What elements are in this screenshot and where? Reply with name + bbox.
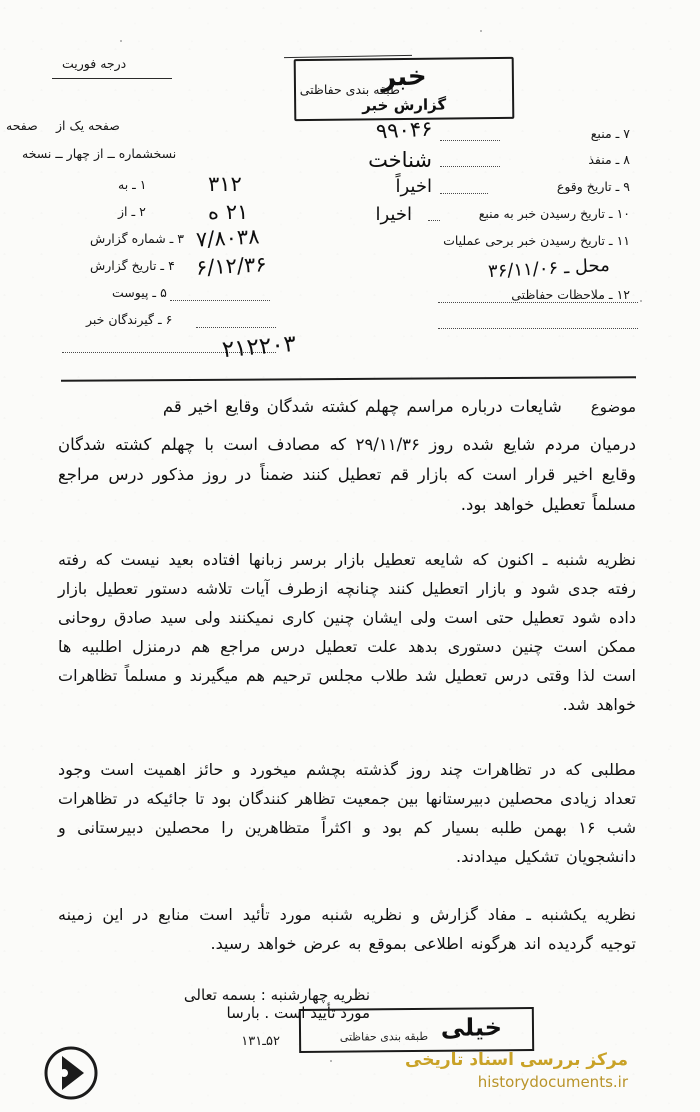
field-12-rule-2 bbox=[438, 328, 638, 329]
archive-logo-icon bbox=[44, 1046, 98, 1100]
subject-label: موضوع bbox=[590, 398, 636, 416]
field-9-label: ۹ ـ تاریخ وقوع bbox=[556, 179, 630, 194]
paragraph-4: نظریه یکشنبه ـ مفاد گزارش و نظریه شنبه مورد تأئید است منابع در این زمینه توجیه گردیده اند هرگونه اطلاعی بموقع به عرض خواهد رسید. bbox=[58, 905, 636, 953]
stamp-subtitle: گزارش خبر bbox=[362, 95, 447, 115]
field-8-label: ۸ ـ منفذ bbox=[588, 152, 630, 167]
signature-text: بسمه تعالی مورد تأیید است . بارسا bbox=[183, 986, 370, 1022]
field-10-label: ۱۰ ـ تاریخ رسیدن خبر به منبع bbox=[478, 206, 630, 221]
scan-speck bbox=[480, 30, 482, 32]
field-7-value: ۹۹۰۴۶ bbox=[375, 116, 433, 144]
field-11-value: محل ـ ۳۶/۱۱/۰۶ bbox=[487, 254, 611, 283]
document-code: ۵۲ـ۱۳۱ bbox=[241, 1034, 280, 1049]
scan-speck bbox=[640, 300, 642, 302]
watermark-title: مرکز بررسی اسناد تاریخی bbox=[405, 1050, 628, 1070]
field-3-value: ۷/۸۰۳۸ bbox=[195, 224, 261, 252]
watermark-text bbox=[405, 1050, 628, 1091]
paragraph-3: مطلبی که در تظاهرات چند روز گذشته بچشم میخورد و حائز اهمیت است وجود تعداد زیادی محصلین دبیرستانها بین جمعیت تظاهر کنندگان بود تا جائیکه در تظاهرات شب ۱۶ بهمن طلبه بسیار کم بود و اکثراً متظاهرین را محصلین دبیرستانی و دانشجویان تشکیل میدادند. bbox=[58, 760, 637, 866]
copy-count-label: نسخشماره ــ از چهار ــ نسخه bbox=[22, 146, 177, 161]
watermark-url: historydocuments.ir bbox=[477, 1073, 628, 1091]
field-7-rule bbox=[440, 140, 500, 141]
paragraph-2: نظریه شنبه ـ اکنون که شایعه تعطیل بازار برسر زبانها افتاده بعید نیست که رفته رفته جدی شود و بازار اتعطیل کنند چنانچه ازطرف آیات تلاشه دستور تعطیل بازار داده شود تعطیل حتی است ولی ایشان چنین کاری نمیکنند ولی سید صادق روحانی ممکن است چنین دستوری بدهد علت تعطیل درس مراجع هم درمنزل اطلبیه ها است لذا وقتی درس تعطیل شد طلاب مجلس ترحیم هم میگیرند و مسلماً تظاهرات خواهد شد. bbox=[58, 550, 636, 714]
watermark bbox=[0, 1042, 700, 1106]
field-3-label: ۳ ـ شماره گزارش bbox=[90, 231, 185, 246]
urgency-label: درجه فوریت bbox=[62, 56, 127, 71]
field-4-value: ۶/۱۲/۳۶ bbox=[195, 252, 268, 280]
field-6-rule bbox=[196, 327, 276, 328]
field-12-label: ۱۲ ـ ملاحظات حفاظتی bbox=[511, 287, 630, 302]
field-10-value: اخیرا bbox=[375, 204, 412, 225]
registry-mark: ۲۱۲۲۰۳ bbox=[221, 330, 298, 364]
paragraph-1: درمیان مردم شایع شده روز ۲۹/۱۱/۳۶ که مصادف است با چهلم کشته شدگان وقایع اخیر قرار است که بازار قم تعطیل کنند ضمناً در روز مذکور درس مراجع مسلماً تعطیل خواهد بود. bbox=[58, 435, 636, 514]
urgency-rule bbox=[52, 78, 172, 79]
page-count-label: صفحه یک از bbox=[56, 118, 120, 133]
field-1-value: ۳۱۲ bbox=[208, 172, 242, 196]
field-2-label: ۲ ـ از bbox=[118, 204, 146, 219]
field-5-label: ۵ ـ پیوست bbox=[112, 285, 167, 300]
subject-line bbox=[58, 392, 636, 422]
field-10-rule bbox=[428, 220, 440, 221]
field-1-label: ۱ ـ به bbox=[118, 177, 147, 192]
classification-label: طبقه بندی حفاظتی bbox=[299, 82, 400, 97]
footer-stamp-text: خیلی bbox=[440, 1013, 503, 1042]
field-6-label: ۶ ـ گیرندگان خبر bbox=[86, 312, 173, 327]
scan-speck bbox=[120, 40, 122, 42]
field-8-rule bbox=[440, 166, 500, 167]
field-7-label: ۷ ـ منبع bbox=[590, 126, 630, 141]
field-5-rule bbox=[170, 300, 270, 301]
field-11-label: ۱۱ ـ تاریخ رسیدن خبر برحی عملیات bbox=[443, 233, 630, 248]
subject-text: شایعات درباره مراسم چهلم کشته شدگان وقایع اخیر قم bbox=[162, 397, 562, 416]
field-9-rule bbox=[440, 193, 488, 194]
field-12-rule bbox=[438, 302, 638, 303]
page-word-label: صفحه bbox=[6, 118, 38, 133]
header-body-divider bbox=[61, 376, 636, 382]
footer-stamp-caption: طبقه بندی حفاظتی bbox=[339, 1029, 429, 1044]
stamp-title: خبر bbox=[380, 61, 428, 93]
field-8-value: شناخت bbox=[368, 148, 432, 172]
field-4-label: ۴ ـ تاریخ گزارش bbox=[90, 258, 175, 273]
field-2-value: ۲۱ ه bbox=[208, 200, 249, 224]
signature-label: نظریه چهارشنبه : bbox=[260, 986, 370, 1004]
field-9-value: اخیراً bbox=[395, 176, 432, 197]
